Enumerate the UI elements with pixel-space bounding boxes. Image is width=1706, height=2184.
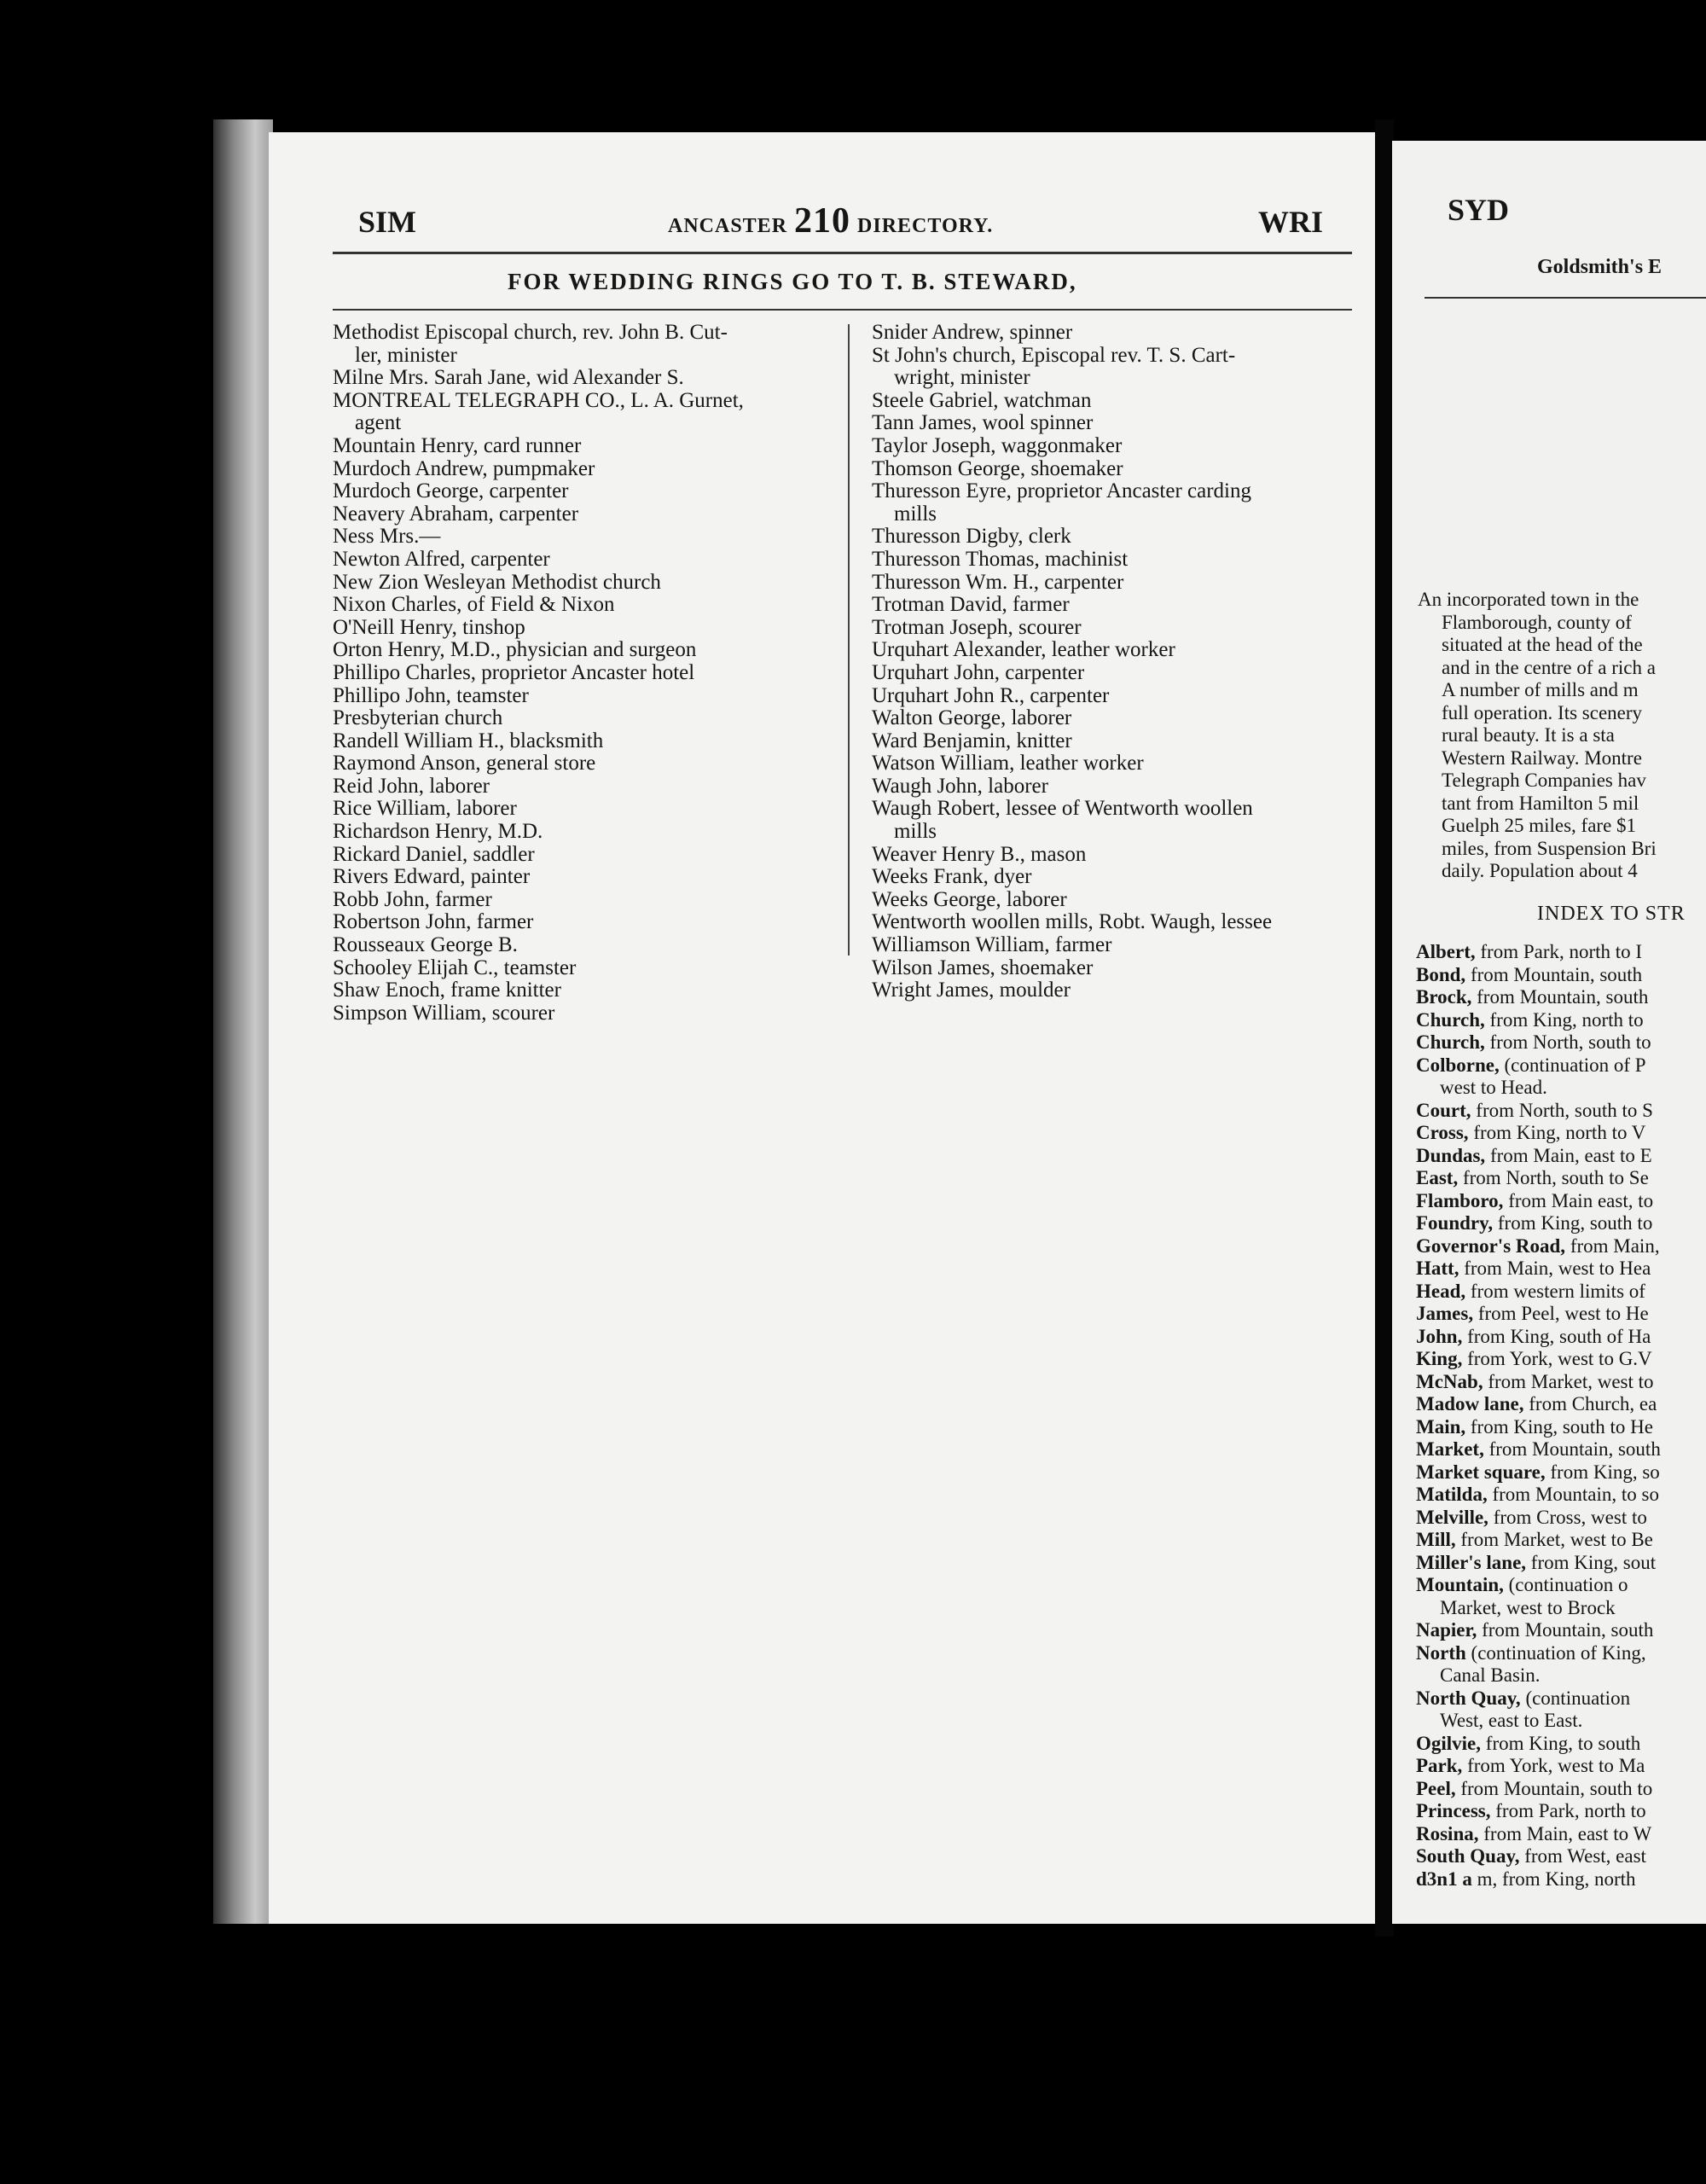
entry-line: Thomson George, shoemaker: [872, 456, 1123, 480]
street-entry: [1416, 1461, 1661, 1484]
street-name: Cross,: [1416, 1122, 1469, 1143]
street-description: from Mountain, south: [1488, 1438, 1661, 1460]
street-entry: [1416, 1281, 1661, 1304]
advert-subheader: Goldsmith's E: [1537, 256, 1662, 278]
entry-line: Urquhart John, carpenter: [872, 660, 1085, 684]
street-name: Colborne,: [1416, 1054, 1500, 1076]
description-line: Flamborough, county of: [1442, 611, 1632, 633]
street-entry: [1416, 1326, 1661, 1349]
entry-line: Ward Benjamin, knitter: [872, 729, 1072, 752]
entry-line: Waugh Robert, lessee of Wentworth woollen: [872, 797, 1253, 821]
directory-entry: [333, 390, 844, 435]
directory-entry: [333, 844, 844, 867]
street-entry: [1416, 1642, 1661, 1665]
description-line: miles, from Suspension Bri: [1442, 837, 1657, 859]
entry-line: Williamson William, farmer: [872, 933, 1112, 957]
running-head-right-page: SYD: [1448, 193, 1510, 227]
entry-continuation: mills: [894, 502, 937, 526]
description-line: Telegraph Companies hav: [1442, 770, 1646, 791]
description-line: daily. Population about 4: [1442, 860, 1638, 881]
street-entry: [1416, 1755, 1661, 1778]
street-description: from King, so: [1550, 1461, 1660, 1483]
directory-entry: [333, 639, 844, 662]
street-entry: [1416, 1009, 1661, 1032]
street-continuation: west to Head.: [1440, 1077, 1547, 1098]
entry-line: Phillipo Charles, proprietor Ancaster hotel: [333, 660, 695, 684]
entry-line: Simpson William, scourer: [333, 1001, 555, 1025]
street-entry: [1416, 1235, 1661, 1258]
street-name: John,: [1416, 1325, 1463, 1347]
street-description: from Market, west to: [1488, 1370, 1654, 1392]
right-header-rule: [1425, 297, 1706, 299]
street-entry: [1416, 1122, 1661, 1145]
street-name: Napier,: [1416, 1619, 1477, 1641]
left-page: [269, 132, 1378, 1924]
header-rule: [333, 252, 1352, 254]
directory-column-1: [333, 322, 844, 1025]
street-description: from Main, west to Hea: [1464, 1258, 1651, 1279]
street-description: from King, north to V: [1473, 1122, 1646, 1143]
street-name: Melville,: [1416, 1506, 1488, 1528]
directory-entry: [333, 322, 844, 367]
street-description: from Main, east to W: [1483, 1822, 1652, 1844]
street-name: Princess,: [1416, 1800, 1491, 1821]
street-continuation: Market, west to Brock: [1440, 1596, 1616, 1618]
street-description: from Peel, west to He: [1477, 1303, 1649, 1324]
book-spine: [213, 119, 273, 1924]
street-name: Court,: [1416, 1099, 1471, 1121]
entry-line: Watson William, leather worker: [872, 752, 1144, 775]
directory-entry: [333, 480, 844, 503]
street-name: Matilda,: [1416, 1484, 1488, 1505]
entry-line: Milne Mrs. Sarah Jane, wid Alexander S.: [333, 366, 684, 390]
street-description: from Main, east to E: [1489, 1144, 1652, 1166]
street-name: Market square,: [1416, 1461, 1546, 1483]
description-line: A number of mills and m: [1442, 679, 1639, 700]
street-name: Peel,: [1416, 1777, 1456, 1799]
street-name: Governor's Road,: [1416, 1234, 1566, 1257]
street-description: from Mountain, to so: [1492, 1484, 1659, 1505]
street-entry: [1416, 941, 1661, 964]
running-head-center: [668, 200, 993, 241]
entry-line: Walton George, laborer: [872, 706, 1072, 730]
street-description: m, from King, north: [1477, 1867, 1636, 1890]
entry-line: Presbyterian church: [333, 706, 503, 730]
entry-line: Thuresson Eyre, proprietor Ancaster carding: [872, 479, 1251, 503]
street-name: Madow lane,: [1416, 1393, 1524, 1414]
street-name: Head,: [1416, 1280, 1466, 1302]
street-description: from Main east, to: [1508, 1189, 1654, 1211]
street-description: from Church, ea: [1529, 1393, 1657, 1414]
street-name: Rosina,: [1416, 1822, 1479, 1844]
street-entry: [1416, 1484, 1661, 1507]
entry-line: Trotman David, farmer: [872, 593, 1070, 617]
street-name: East,: [1416, 1167, 1459, 1188]
entry-line: Rivers Edward, painter: [333, 865, 531, 889]
description-line: and in the centre of a rich a: [1442, 656, 1656, 678]
entry-line: Ness Mrs.—: [333, 525, 441, 549]
description-line: Guelph 25 miles, fare $1: [1442, 815, 1637, 836]
directory-entry: [333, 821, 844, 844]
directory-entry: [333, 889, 844, 912]
street-description: from North, south to: [1489, 1031, 1651, 1053]
page-number: 210: [794, 201, 851, 241]
street-name: Main,: [1416, 1415, 1466, 1438]
street-name: Brock,: [1416, 986, 1472, 1008]
directory-entry: [333, 458, 844, 481]
directory-entry: [333, 617, 844, 640]
street-description: from Cross, west to: [1493, 1506, 1647, 1528]
street-entry: [1416, 1212, 1661, 1235]
entry-continuation: ler, minister: [355, 343, 457, 367]
street-description: from Mountain, south to: [1460, 1777, 1653, 1799]
directory-entry: [333, 934, 844, 957]
street-entry: [1416, 1800, 1661, 1823]
town-description: [1418, 589, 1657, 883]
street-entry: [1416, 1303, 1661, 1326]
street-entry: [1416, 964, 1661, 987]
entry-line: Tann James, wool spinner: [872, 411, 1094, 435]
entry-continuation: wright, minister: [894, 366, 1030, 390]
street-entry: [1416, 1190, 1661, 1213]
entry-line: Weeks George, laborer: [872, 887, 1067, 911]
entry-line: Newton Alfred, carpenter: [333, 547, 550, 571]
street-name: McNab,: [1416, 1370, 1483, 1392]
street-name: South Quay,: [1416, 1845, 1520, 1867]
directory-entry: [333, 979, 844, 1002]
directory-entry: [333, 752, 844, 775]
directory-entry: [333, 662, 844, 685]
entry-line: Phillipo John, teamster: [333, 683, 529, 707]
street-name: Miller's lane,: [1416, 1551, 1527, 1573]
street-description: from King, north to: [1489, 1008, 1644, 1031]
street-description: from King, south of Ha: [1467, 1325, 1651, 1347]
entry-line: Taylor Joseph, waggonmaker: [872, 433, 1123, 457]
right-page: [1392, 141, 1706, 1924]
street-entry: [1416, 1258, 1661, 1281]
entry-line: Thuresson Digby, clerk: [872, 525, 1071, 549]
running-head-left: SIM: [358, 205, 417, 239]
entry-line: Wentworth woollen mills, Robt. Waugh, lessee: [872, 910, 1273, 934]
entry-line: Thuresson Thomas, machinist: [872, 547, 1129, 571]
street-description: from West, east: [1524, 1845, 1646, 1867]
street-description: from King, to south: [1485, 1732, 1641, 1754]
entry-line: Waugh John, laborer: [872, 774, 1048, 798]
entry-line: Snider Andrew, spinner: [872, 321, 1073, 344]
description-line: full operation. Its scenery: [1442, 701, 1643, 723]
directory-entry: [333, 435, 844, 458]
running-head-right: WRI: [1258, 205, 1324, 239]
entry-line: Steele Gabriel, watchman: [872, 388, 1092, 412]
street-entry: [1416, 1371, 1661, 1394]
entry-line: Rousseaux George B.: [333, 933, 518, 957]
directory-entry: [333, 775, 844, 799]
banner-rule: [333, 309, 1352, 311]
street-description: from western limits of: [1470, 1280, 1645, 1302]
entry-line: St John's church, Episcopal rev. T. S. Cart-: [872, 343, 1236, 367]
street-name: Church,: [1416, 1031, 1485, 1053]
street-entry: [1416, 1167, 1661, 1190]
entry-line: Trotman Joseph, scourer: [872, 615, 1082, 639]
directory-entry: [333, 685, 844, 708]
entry-line: Murdoch Andrew, pumpmaker: [333, 456, 595, 480]
street-name: Mountain,: [1416, 1574, 1504, 1595]
street-name: Albert,: [1416, 941, 1476, 962]
street-description: from York, west to G.V: [1467, 1348, 1652, 1369]
street-entry: [1416, 1868, 1661, 1891]
street-description: from King, south to He: [1470, 1415, 1653, 1438]
street-name: Bond,: [1416, 963, 1466, 985]
street-index: [1416, 941, 1661, 1891]
street-name: Church,: [1416, 1008, 1485, 1031]
entry-line: Urquhart John R., carpenter: [872, 683, 1110, 707]
entry-line: Raymond Anson, general store: [333, 752, 596, 775]
street-name: Flamboro,: [1416, 1189, 1504, 1211]
street-description: (continuation: [1525, 1687, 1631, 1709]
street-entry: [1416, 1100, 1661, 1123]
street-entry: [1416, 1823, 1661, 1846]
directory-entry: [333, 1002, 844, 1025]
street-entry: [1416, 1733, 1661, 1756]
directory-entry: [333, 594, 844, 617]
directory-entry: [333, 866, 844, 889]
street-description: from Park, north to: [1495, 1800, 1646, 1821]
directory-entry: [333, 503, 844, 526]
street-entry: [1416, 1348, 1661, 1371]
entry-line: Wright James, moulder: [872, 979, 1071, 1002]
street-name: Mill,: [1416, 1529, 1456, 1550]
street-name: Hatt,: [1416, 1258, 1459, 1279]
entry-line: Thuresson Wm. H., carpenter: [872, 570, 1124, 594]
description-line: An incorporated town in the: [1418, 589, 1639, 610]
street-entry: [1416, 1552, 1661, 1575]
entry-line: Rickard Daniel, saddler: [333, 842, 535, 866]
entry-line: Schooley Elijah C., teamster: [333, 956, 577, 979]
entry-line: Neavery Abraham, carpenter: [333, 502, 579, 526]
entry-line: Weeks Frank, dyer: [872, 865, 1032, 889]
directory-entry: [333, 572, 844, 595]
description-line: tant from Hamilton 5 mil: [1442, 792, 1639, 814]
street-entry: [1416, 1778, 1661, 1801]
street-entry: [1416, 1416, 1661, 1439]
street-name: James,: [1416, 1303, 1474, 1324]
directory-entry: [333, 798, 844, 821]
street-name: King,: [1416, 1348, 1463, 1369]
street-entry: [1416, 986, 1661, 1009]
entry-line: Urquhart Alexander, leather worker: [872, 638, 1175, 662]
street-name: Market,: [1416, 1438, 1484, 1460]
description-line: situated at the head of the: [1442, 634, 1643, 655]
street-name: Foundry,: [1416, 1212, 1494, 1234]
street-description: from Park, north to I: [1480, 941, 1643, 962]
street-name: Park,: [1416, 1755, 1463, 1776]
town-name: ANCASTER: [668, 215, 788, 237]
directory-entry: [333, 707, 844, 730]
entry-line: Shaw Enoch, frame knitter: [333, 979, 561, 1002]
street-name: North Quay,: [1416, 1687, 1521, 1709]
street-description: from Main,: [1570, 1234, 1660, 1257]
entry-line: Weaver Henry B., mason: [872, 842, 1087, 866]
street-entry: [1416, 1145, 1661, 1168]
entry-line: O'Neill Henry, tinshop: [333, 615, 525, 639]
street-description: from York, west to Ma: [1467, 1755, 1645, 1776]
street-name: Ogilvie,: [1416, 1732, 1482, 1754]
entry-line: Randell William H., blacksmith: [333, 729, 604, 752]
entry-line: Rice William, laborer: [333, 797, 517, 821]
directory-entry: [333, 549, 844, 572]
street-entry: [1416, 1619, 1661, 1642]
directory-entry: [333, 526, 844, 549]
street-entry: [1416, 1845, 1661, 1868]
street-description: from Mountain, south: [1482, 1619, 1654, 1641]
advert-banner: FOR WEDDING RINGS GO TO T. B. STEWARD,: [508, 269, 1077, 294]
street-name: North: [1416, 1641, 1466, 1664]
directory-entry: [333, 957, 844, 980]
street-description: from King, south to: [1497, 1212, 1653, 1234]
entry-line: Robb John, farmer: [333, 887, 492, 911]
street-description: (continuation o: [1508, 1574, 1628, 1595]
entry-continuation: mills: [894, 820, 937, 844]
directory-label: DIRECTORY.: [857, 215, 994, 237]
description-line: rural beauty. It is a sta: [1442, 724, 1615, 746]
entry-line: Robertson John, farmer: [333, 910, 534, 934]
street-description: (continuation of P: [1504, 1054, 1646, 1076]
street-entry: [1416, 1529, 1661, 1552]
entry-line: Reid John, laborer: [333, 774, 490, 798]
street-entry: [1416, 1507, 1661, 1530]
street-entry: [1416, 1054, 1661, 1077]
street-entry: [1416, 1393, 1661, 1416]
street-description: (continuation of King,: [1471, 1641, 1646, 1664]
street-description: from Market, west to Be: [1460, 1529, 1653, 1550]
street-description: from North, south to S: [1476, 1099, 1653, 1121]
directory-entry: [333, 911, 844, 934]
street-description: from Mountain, south: [1470, 963, 1643, 985]
description-line: Western Railway. Montre: [1442, 746, 1642, 769]
street-description: from Mountain, south: [1477, 986, 1649, 1008]
directory-entry: [333, 730, 844, 753]
entry-line: Wilson James, shoemaker: [872, 956, 1094, 979]
street-continuation: West, east to East.: [1440, 1710, 1583, 1731]
column-divider: [848, 324, 850, 956]
entry-line: Murdoch George, carpenter: [333, 479, 569, 503]
entry-line: Orton Henry, M.D., physician and surgeon: [333, 638, 697, 662]
entry-continuation: agent: [355, 411, 402, 435]
page-gutter: [1375, 119, 1394, 1937]
entry-line: New Zion Wesleyan Methodist church: [333, 570, 661, 594]
street-entry: [1416, 1438, 1661, 1461]
directory-entry: [333, 367, 844, 390]
street-name: d3n1 a: [1416, 1867, 1472, 1890]
street-description: from King, sout: [1530, 1551, 1657, 1573]
entry-line: Mountain Henry, card runner: [333, 433, 582, 457]
entry-line: Methodist Episcopal church, rev. John B. Cut-: [333, 321, 728, 344]
entry-line: Nixon Charles, of Field & Nixon: [333, 593, 615, 617]
street-entry: [1416, 1687, 1661, 1711]
street-entry: [1416, 1031, 1661, 1054]
street-name: Dundas,: [1416, 1144, 1486, 1166]
street-index-title: INDEX TO STR: [1537, 903, 1686, 925]
street-description: from North, south to Se: [1462, 1167, 1649, 1188]
street-entry: [1416, 1574, 1661, 1597]
street-continuation: Canal Basin.: [1440, 1664, 1541, 1686]
entry-line: MONTREAL TELEGRAPH CO., L. A. Gurnet,: [333, 388, 744, 412]
entry-line: Richardson Henry, M.D.: [333, 820, 543, 844]
